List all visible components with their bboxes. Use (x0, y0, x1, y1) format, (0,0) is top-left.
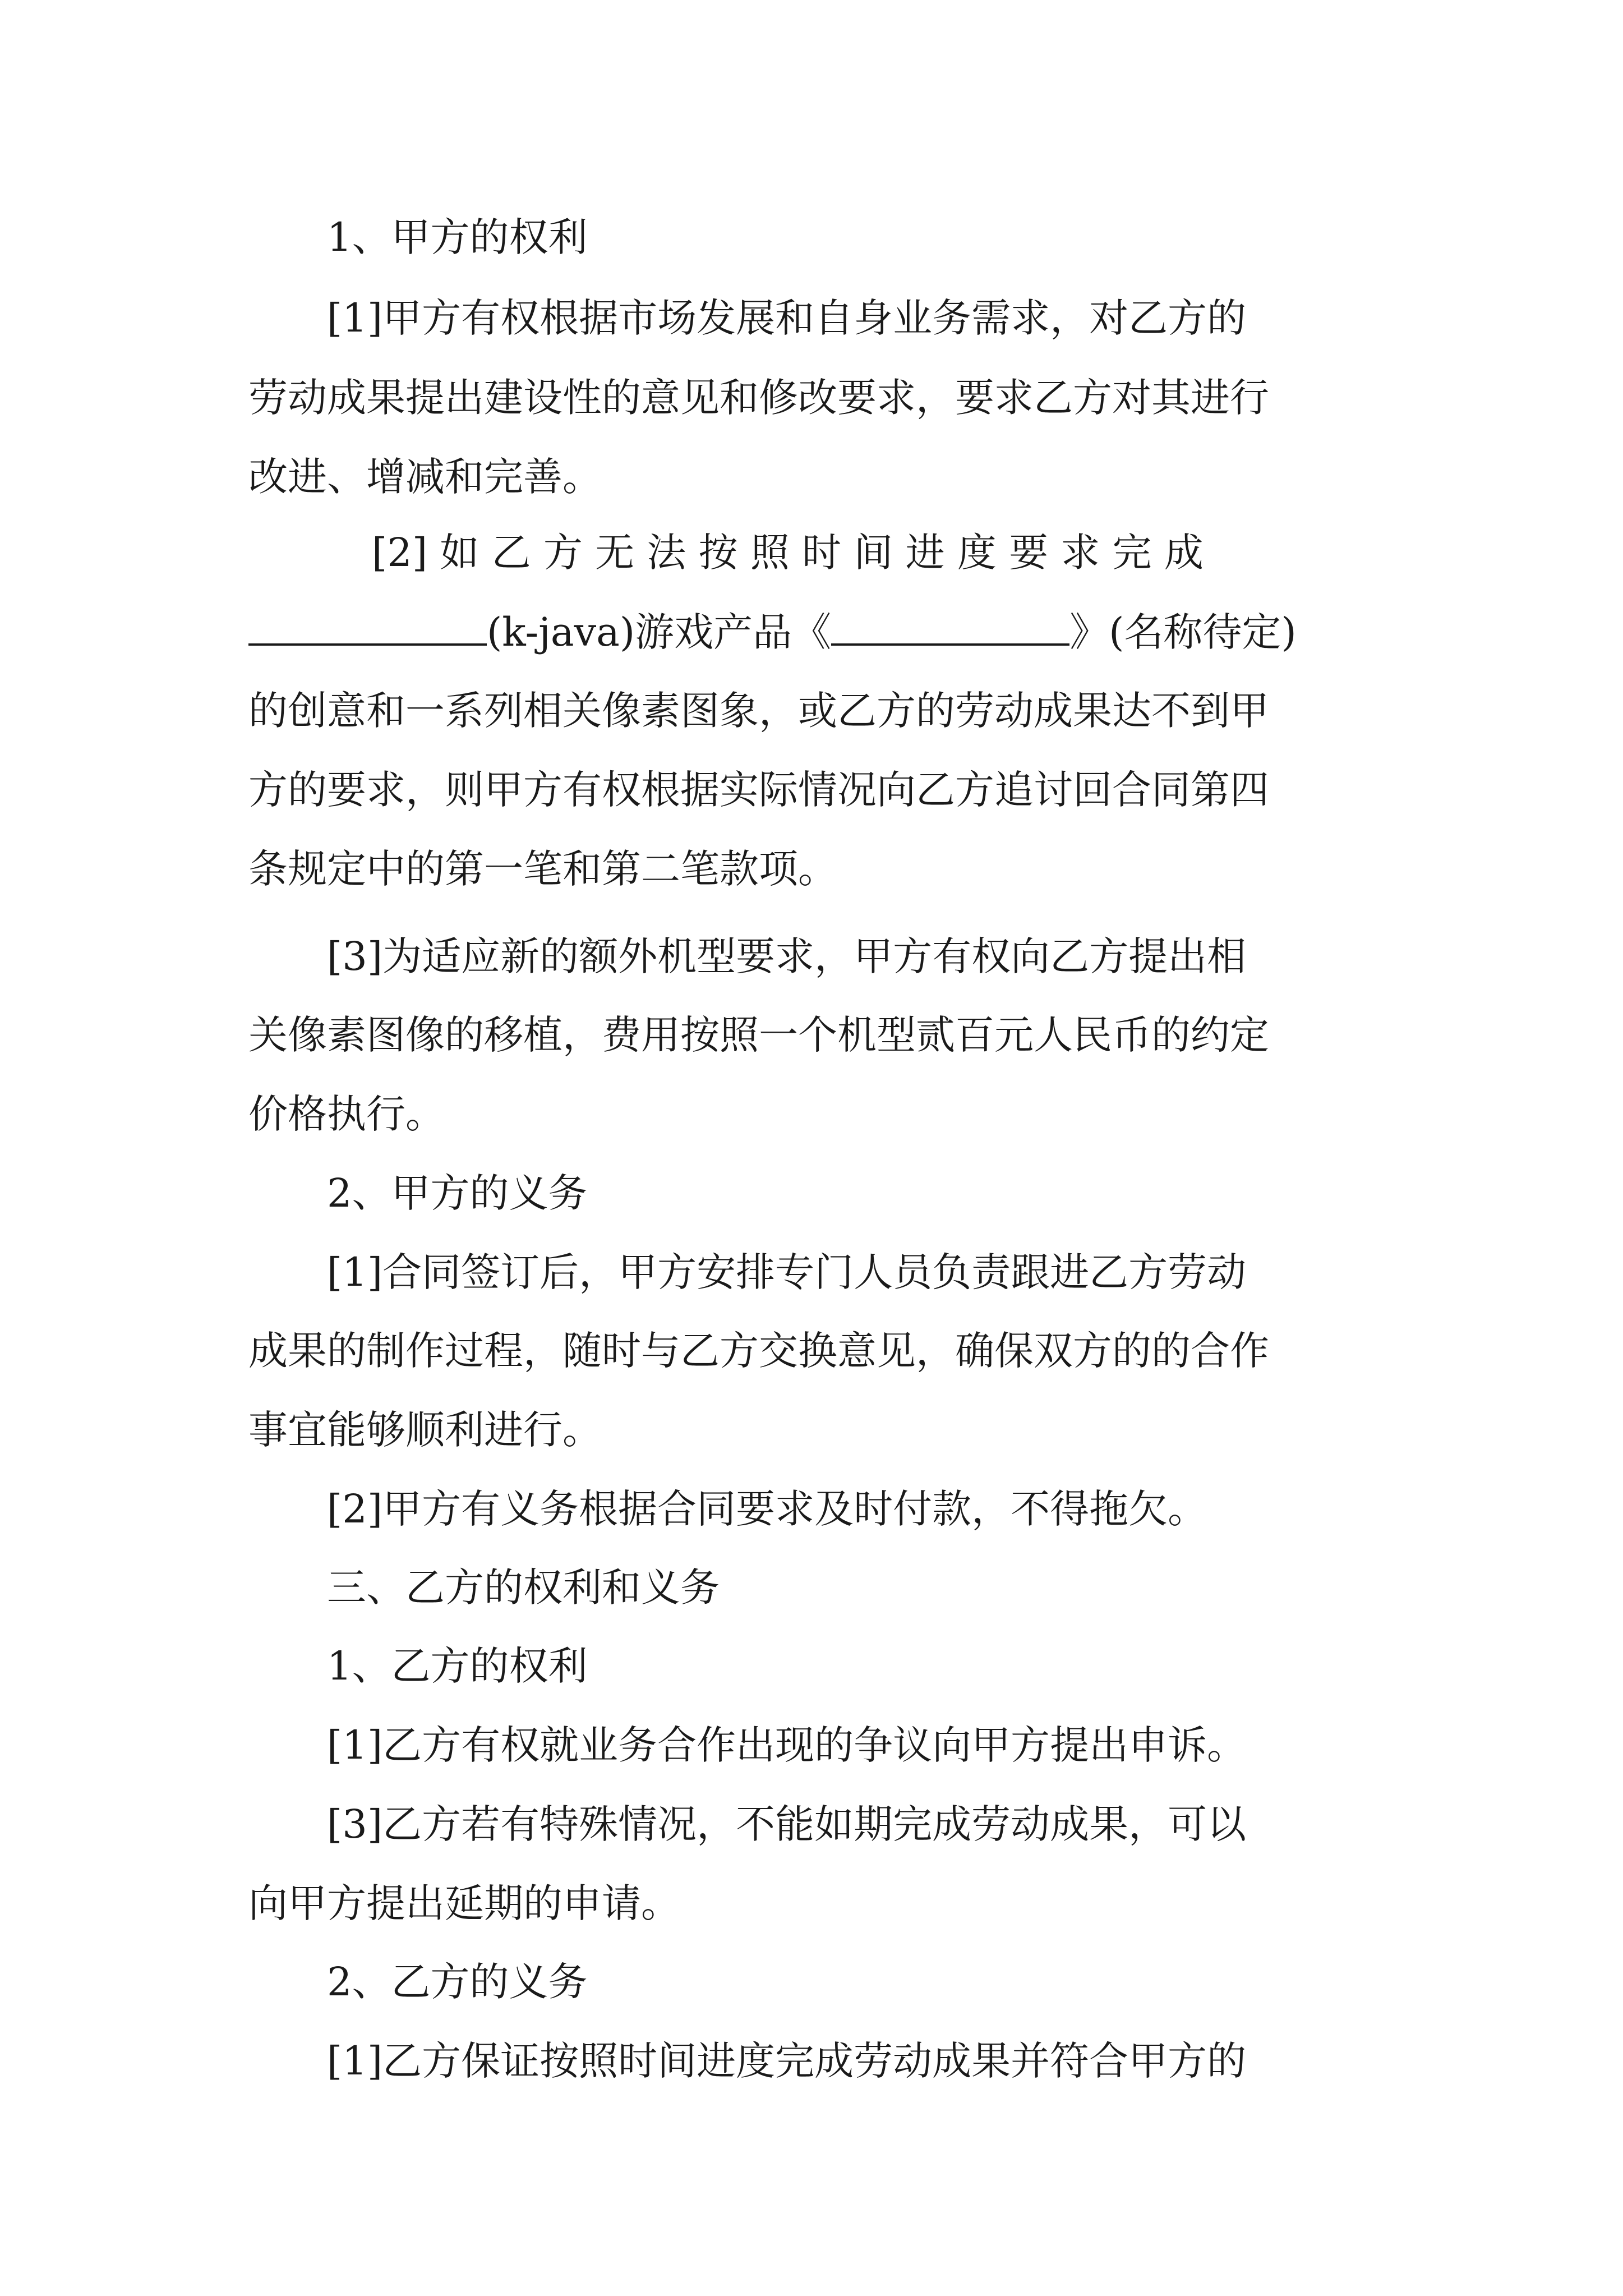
fill-in-blank (248, 609, 487, 646)
paragraph-line: 劳动成果提出建设性的意见和修改要求，要求乙方对其进行 (248, 375, 1269, 421)
heading-party-b-rights: 1、乙方的权利 (327, 1643, 588, 1689)
paragraph-line: 方的要求，则甲方有权根据实际情况向乙方追讨回合同第四 (248, 767, 1269, 813)
paragraph-line: [1]乙方有权就业务合作出现的争议向甲方提出申诉。 (327, 1722, 1247, 1768)
paragraph-line: 向甲方提出延期的申请。 (248, 1880, 680, 1926)
paragraph-line: 条规定中的第一笔和第二笔款项。 (248, 846, 837, 892)
paragraph-line: [2]甲方有义务根据合同要求及时付款，不得拖欠。 (327, 1486, 1207, 1532)
paragraph-line: 改进、增减和完善。 (248, 454, 602, 500)
paragraph-line: 成果的制作过程，随时与乙方交换意见，确保双方的的合作 (248, 1328, 1269, 1374)
paragraph-line: 价格执行。 (248, 1091, 445, 1137)
paragraph-line: [3]乙方若有特殊情况，不能如期完成劳动成果，可以 (327, 1801, 1247, 1847)
paragraph-line: [3]为适应新的额外机型要求，甲方有权向乙方提出相 (327, 933, 1247, 979)
heading-party-a-rights: 1、甲方的权利 (327, 214, 588, 260)
paragraph-line: 的创意和一系列相关像素图象，或乙方的劳动成果达不到甲 (248, 688, 1269, 734)
blank-line-text: (k-java)游戏产品《 (487, 609, 832, 655)
fill-in-blank (831, 609, 1069, 646)
paragraph-line: [1]合同签订后，甲方安排专门人员负责跟进乙方劳动 (327, 1249, 1247, 1295)
heading-party-b-obligations: 2、乙方的义务 (327, 1959, 588, 2005)
paragraph-line: 关像素图像的移植，费用按照一个机型贰百元人民币的约定 (248, 1012, 1269, 1058)
heading-party-a-obligations: 2、甲方的义务 (327, 1170, 588, 1216)
paragraph-line: [2] 如 乙 方 无 法 按 照 时 间 进 度 要 求 完 成 (372, 530, 1204, 576)
paragraph-line-with-blanks (248, 607, 1297, 657)
paragraph-line: [1]乙方保证按照时间进度完成劳动成果并符合甲方的 (327, 2038, 1247, 2084)
paragraph-line: [1]甲方有权根据市场发展和自身业务需求，对乙方的 (327, 295, 1247, 341)
section-heading-party-b: 三、乙方的权利和义务 (327, 1565, 720, 1611)
blank-line-text: 》(名称待定) (1069, 609, 1297, 655)
paragraph-line: 事宜能够顺利进行。 (248, 1407, 602, 1453)
